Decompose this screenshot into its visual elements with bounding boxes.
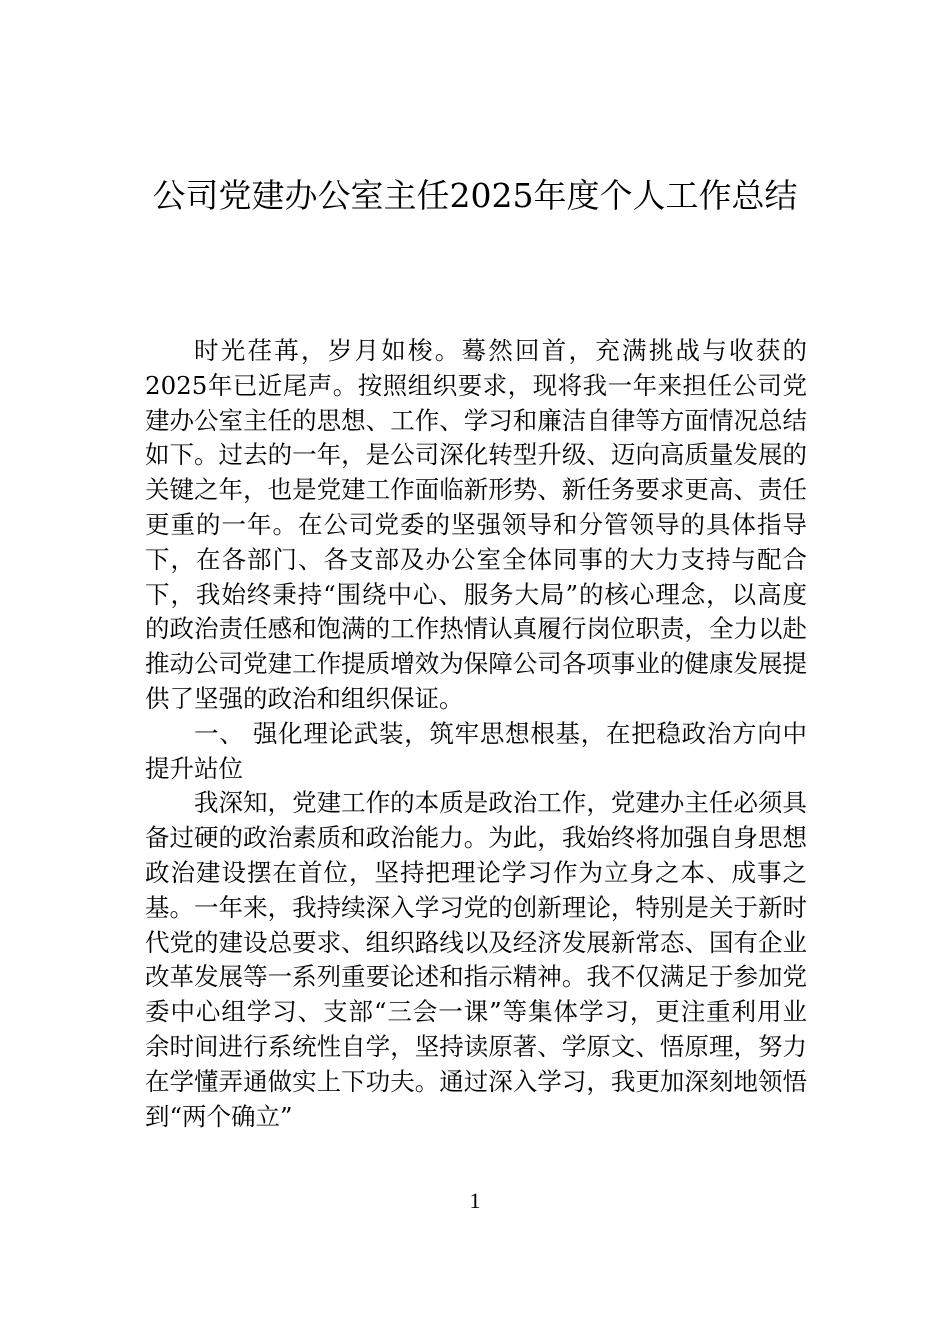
page-number: 1 — [469, 1188, 481, 1213]
page-title: 公司党建办公室主任2025年度个人工作总结 — [152, 176, 798, 215]
paragraph-section-1: 我深知，党建工作的本质是政治工作，党建办主任必须具备过硬的政治素质和政治能力。为此，我始终将加强自身思想政治建设摆在首位，坚持把理论学习作为立身之本、成事之基。一年来，我持续深入学习党的创新理论，特别是关于新时代党的建设总要求、组织路线以及经济发展新常态、国有企业改革发展等一系列重要论述和指示精神。我不仅满足于参加党委中心组学习、支部“三会一课”等集体学习，更注重利用业余时间进行系统性自学，坚持读原著、学原文、悟原理，努力在学懂弄通做实上下功夫。通过深入学习，我更加深刻地领悟到“两个确立” — [145, 788, 807, 1131]
document-body — [145, 334, 807, 1134]
section-heading-1: 一、 强化理论武装，筑牢思想根基，在把稳政治方向中提升站位 — [145, 718, 807, 783]
paragraph-intro: 时光荏苒，岁月如梭。蓦然回首，充满挑战与收获的2025年已近尾声。按照组织要求，现将我一年来担任公司党建办公室主任的思想、工作、学习和廉洁自律等方面情况总结如下。过去的一年，是公司深化转型升级、迈向高质量发展的关键之年，也是党建工作面临新形势、新任务要求更高、责任更重的一年。在公司党委的坚强领导和分管领导的具体指导下，在各部门、各支部及办公室全体同事的大力支持与配合下，我始终秉持“围绕中心、服务大局”的核心理念，以高度的政治责任感和饱满的工作热情认真履行岗位职责，全力以赴推动公司党建工作提质增效为保障公司各项事业的健康发展提供了坚强的政治和组织保证。 — [145, 336, 807, 713]
